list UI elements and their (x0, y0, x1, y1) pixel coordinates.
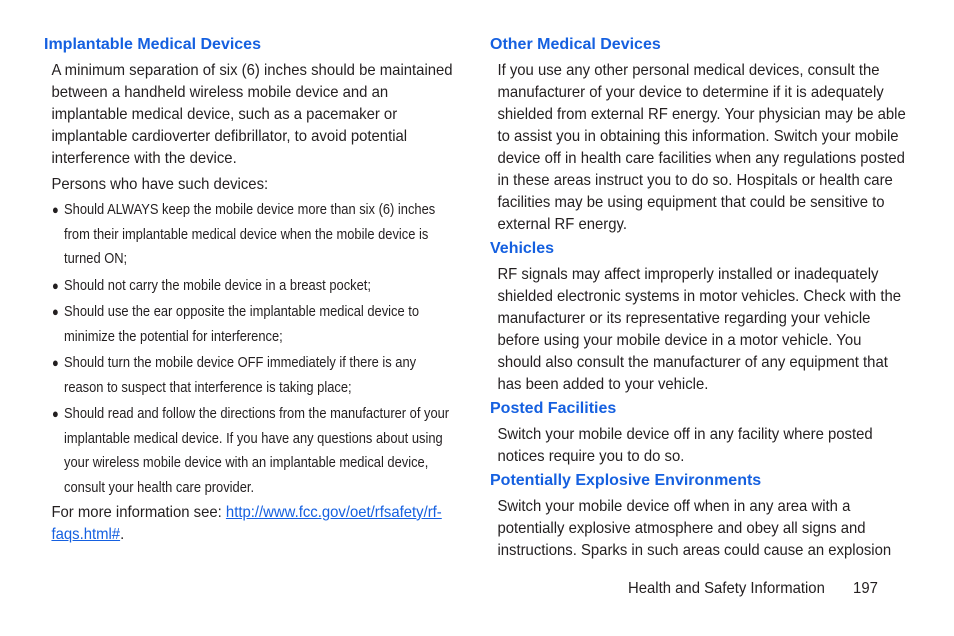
posted-facilities-heading: Posted Facilities (490, 400, 617, 417)
list-item: ● Should not carry the mobile device in a breast pocket; (52, 274, 456, 299)
other-devices-heading: Other Medical Devices (490, 36, 661, 53)
fcc-faq-link[interactable]: http://www.fcc.gov/oet/rfsafety/rf-faqs.html# (51, 504, 442, 543)
bullet-icon: ● (52, 304, 59, 319)
list-item: ● Should ALWAYS keep the mobile device more than six (6) inches from their implantable medical device when the mobile device is turned ON; (52, 198, 456, 272)
footer-section-title: Health and Safety Information (628, 580, 825, 597)
explosive-environments-heading: Potentially Explosive Environments (490, 472, 762, 489)
bullet-icon: ● (52, 406, 59, 421)
bullet-icon: ● (52, 202, 59, 217)
bullet-icon: ● (52, 277, 59, 293)
vehicles-heading: Vehicles (490, 240, 555, 257)
list-item: ● Should turn the mobile device OFF immediately if there is any reason to suspect that interference is taking place; (52, 351, 456, 400)
left-column (44, 34, 452, 546)
page-footer (628, 578, 878, 600)
list-item: ● Should use the ear opposite the implantable medical device to minimize the potential for interference; (52, 300, 456, 349)
explosive-environments-paragraph: Switch your mobile device off when in any area with a potentially explosive atmosphere and obey all signs and instructions. Sparks in such areas could cause an explosion (497, 498, 892, 559)
bullet-icon: ● (52, 355, 59, 370)
list-item: ● Should read and follow the directions from the manufacturer of your implantable medical device. If you have any questions about using your wireless mobile device with an implantable medical device, consult your health care provider. (52, 402, 456, 500)
right-column (490, 34, 906, 562)
implantable-bullet-list (44, 198, 452, 500)
vehicles-paragraph: RF signals may affect improperly installed or inadequately shielded electronic systems in motor vehicles. Check with the manufacturer or its representative regarding your vehicle before using your mobile device in a motor vehicle. You should also consult the manufacturer of any equipment that has been added to your vehicle. (497, 266, 902, 393)
more-info-paragraph: For more information see: http://www.fcc.gov/oet/rfsafety/rf-faqs.html#. (51, 504, 442, 543)
persons-with-devices-paragraph: Persons who have such devices: (51, 176, 269, 193)
page-number: 197 (853, 580, 878, 597)
other-devices-paragraph: If you use any other personal medical devices, consult the manufacturer of your device to determine if it is adequately shielded from external RF energy. Your physician may be able to assist you in obtaining this information. Switch your mobile device off in health care facilities when any regulations posted in these areas instruct you to do so. Hospitals or health care facilities may be using equipment that could be sensitive to external RF energy. (497, 62, 906, 233)
implantable-devices-paragraph: A minimum separation of six (6) inches should be maintained between a handheld wireless mobile device and an implantable medical device, such as a pacemaker or implantable cardioverter defibrillator, to avoid potential interference with the device. (51, 62, 453, 167)
implantable-devices-heading: Implantable Medical Devices (44, 36, 261, 53)
posted-facilities-paragraph: Switch your mobile device off in any facility where posted notices require you to do so. (497, 426, 873, 465)
